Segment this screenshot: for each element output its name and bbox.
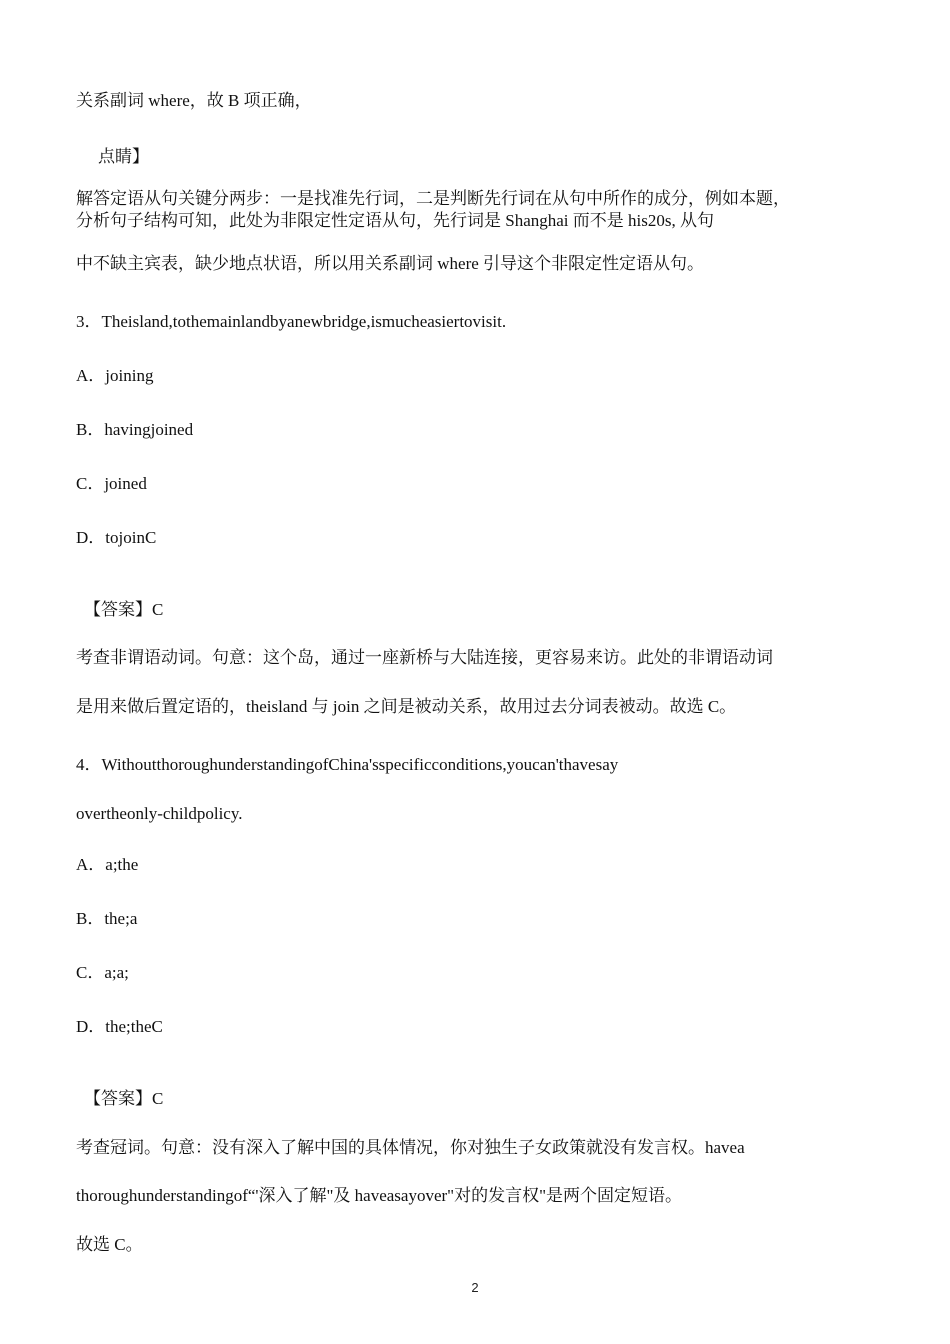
option-a: A．a;the bbox=[76, 855, 139, 874]
explanation-line: thoroughunderstandingof“'深入了解"及 haveasayover"对的发言权"是两个固定短语。 bbox=[76, 1186, 683, 1205]
note-heading: 点睛】 bbox=[98, 147, 149, 166]
text-line: 关系副词 where，故 B 项正确， bbox=[76, 91, 312, 110]
answer-label: 【答案】C bbox=[84, 1089, 164, 1108]
option-c: C．a;a; bbox=[76, 963, 129, 982]
option-d: D．the;theC bbox=[76, 1017, 163, 1036]
explanation-line: 考查冠词。句意：没有深入了解中国的具体情况，你对独生子女政策就没有发言权。havea bbox=[76, 1138, 745, 1157]
question-stem-continued: overtheonly-childpolicy. bbox=[76, 804, 243, 823]
option-a: A．joining bbox=[76, 366, 154, 385]
question-stem: 3．Theisland,tothemainlandbyanewbridge,ismucheasiertovisit. bbox=[76, 312, 507, 331]
text-line: 中不缺主宾表，缺少地点状语，所以用关系副词 where 引导这个非限定性定语从句。 bbox=[76, 254, 705, 273]
text-line: 解答定语从句关键分两步：一是找准先行词，二是判断先行词在从句中所作的成分，例如本题， bbox=[76, 189, 790, 208]
page-number: 2 bbox=[471, 1280, 479, 1295]
option-b: B．the;a bbox=[76, 909, 138, 928]
explanation-line: 故选 C。 bbox=[76, 1235, 143, 1254]
option-d: D．tojoinC bbox=[76, 528, 157, 547]
explanation-line: 是用来做后置定语的，theisland 与 join 之间是被动关系，故用过去分词表被动。故选 C。 bbox=[76, 697, 737, 716]
option-c: C．joined bbox=[76, 474, 147, 493]
answer-label: 【答案】C bbox=[84, 600, 164, 619]
option-b: B．havingjoined bbox=[76, 420, 194, 439]
question-stem: 4．WithoutthoroughunderstandingofChina'sspecificconditions,youcan'thavesay bbox=[76, 755, 619, 774]
explanation-line: 考查非谓语动词。句意：这个岛，通过一座新桥与大陆连接，更容易来访。此处的非谓语动词 bbox=[76, 648, 773, 667]
text-line: 分析句子结构可知，此处为非限定性定语从句，先行词是 Shanghai 而不是 his20s, 从句 bbox=[76, 211, 714, 230]
